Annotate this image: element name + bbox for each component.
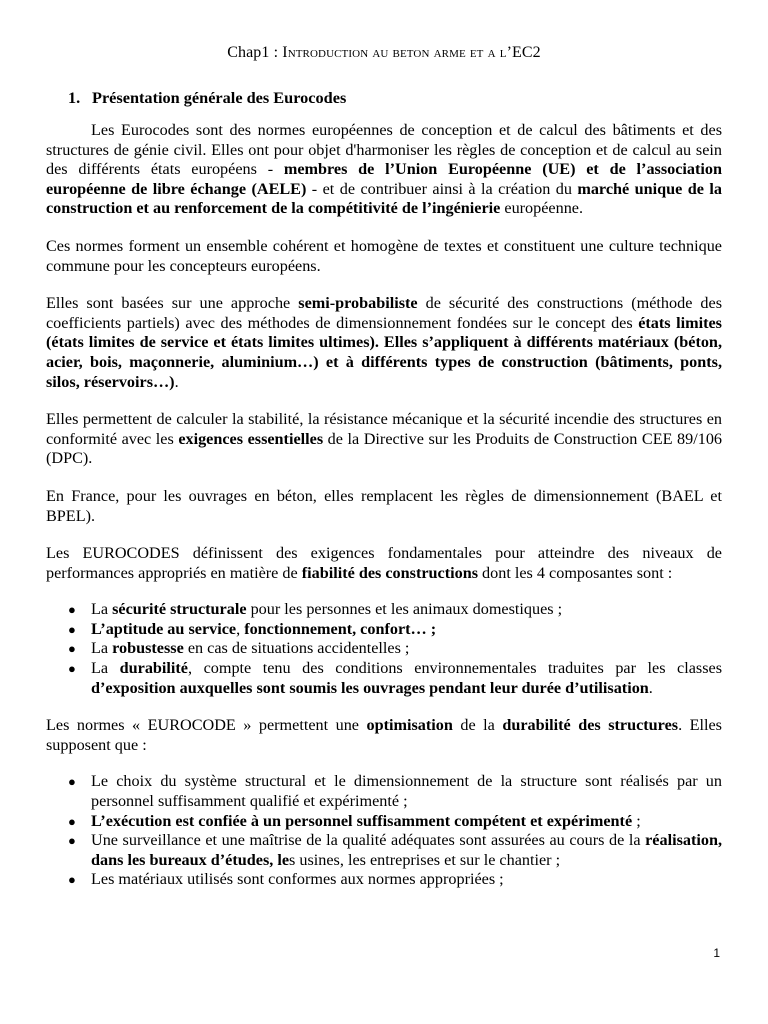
paragraph-requirements: Les EUROCODES définissent des exigences fondamentales pour atteindre des niveaux de performances appropriés en matière de fiabilité des constructions dont les 4 composantes sont :	[46, 544, 722, 582]
page-number: 1	[713, 946, 720, 960]
list-item: ● L’aptitude au service, fonctionnement, confort… ;	[68, 619, 437, 638]
chapter-title	[46, 44, 722, 62]
list-item: ● La robustesse en cas de situations accidentelles ;	[68, 639, 410, 658]
bullet-icon: ●	[68, 774, 76, 790]
bullet-icon: ●	[68, 661, 76, 677]
paragraph-optimisation: Les normes « EUROCODE » permettent une optimisation de la durabilité des structures. Elles supposent que :	[46, 716, 722, 754]
document-page	[46, 44, 722, 908]
chapter-title-text: Introduction au beton arme et a l’EC2	[282, 44, 541, 61]
list-item: ● L’exécution est confiée à un personnel suffisamment compétent et expérimenté ;	[68, 811, 641, 830]
bullet-icon: ●	[68, 621, 76, 637]
requirements-list	[46, 600, 722, 698]
section-title: Présentation générale des Eurocodes	[92, 88, 347, 107]
paragraph-intro: Les Eurocodes sont des normes européennes de conception et de calcul des bâtiments et des structures de génie civil. Elles ont pour objet d'harmoniser les règles de conception et de calcul au sein des différents états européens - membres de l’Union Européenne (UE) et de l’association européenne de libre échange (AELE) - et de contribuer ainsi à la création du marché unique de la construction et au renforcement de la compétitivité de l’ingénierie européenne.	[46, 121, 722, 218]
list-item: ● Une surveillance et une maîtrise de la qualité adéquates sont assurées au cours de la réalisation, dans les bureaux d’études, les usines, les entreprises et sur le chantier ;	[68, 831, 722, 869]
paragraph-stability: Elles permettent de calculer la stabilité, la résistance mécanique et la sécurité incendie des structures en conformité avec les exigences essentielles de la Directive sur les Produits de Construction CEE 89/106 (DPC).	[46, 410, 723, 468]
list-item: ● La sécurité structurale pour les personnes et les animaux domestiques ;	[68, 600, 563, 619]
bullet-icon: ●	[68, 641, 76, 657]
list-item: ● Les matériaux utilisés sont conformes aux normes appropriées ;	[68, 870, 504, 889]
chapter-label: Chap1 :	[227, 44, 283, 61]
assumptions-list	[46, 772, 722, 890]
list-item: ● La durabilité, compte tenu des conditions environnementales traduites par les classes d’exposition auxquelles sont soumis les ouvrages pendant leur durée d’utilisation.	[68, 659, 723, 697]
paragraph-france: En France, pour les ouvrages en béton, elles remplacent les règles de dimensionnement (BAEL et BPEL).	[46, 486, 722, 525]
bullet-icon: ●	[68, 833, 76, 849]
list-item: ● Le choix du système structural et le dimensionnement de la structure sont réalisés par un personnel suffisamment qualifié et expérimenté ;	[68, 772, 722, 811]
bullet-icon: ●	[68, 602, 76, 618]
paragraph-approach: Elles sont basées sur une approche semi-probabiliste de sécurité des constructions (méthode des coefficients partiels) avec des méthodes de dimensionnement fondées sur le concept des états limites (états limites de service et états limites ultimes). Elles s’appliquent à différents matériaux (béton, acier, bois, maçonnerie, aluminium…) et à différents types de construction (bâtiments, ponts, silos, réservoirs…).	[46, 294, 723, 391]
bullet-icon: ●	[68, 872, 76, 888]
section-number: 1.	[68, 88, 81, 107]
section-heading	[68, 88, 722, 108]
bullet-icon: ●	[68, 813, 76, 829]
paragraph-coherence: Ces normes forment un ensemble cohérent et homogène de textes et constituent une culture technique commune pour les concepteurs européens.	[46, 236, 722, 275]
